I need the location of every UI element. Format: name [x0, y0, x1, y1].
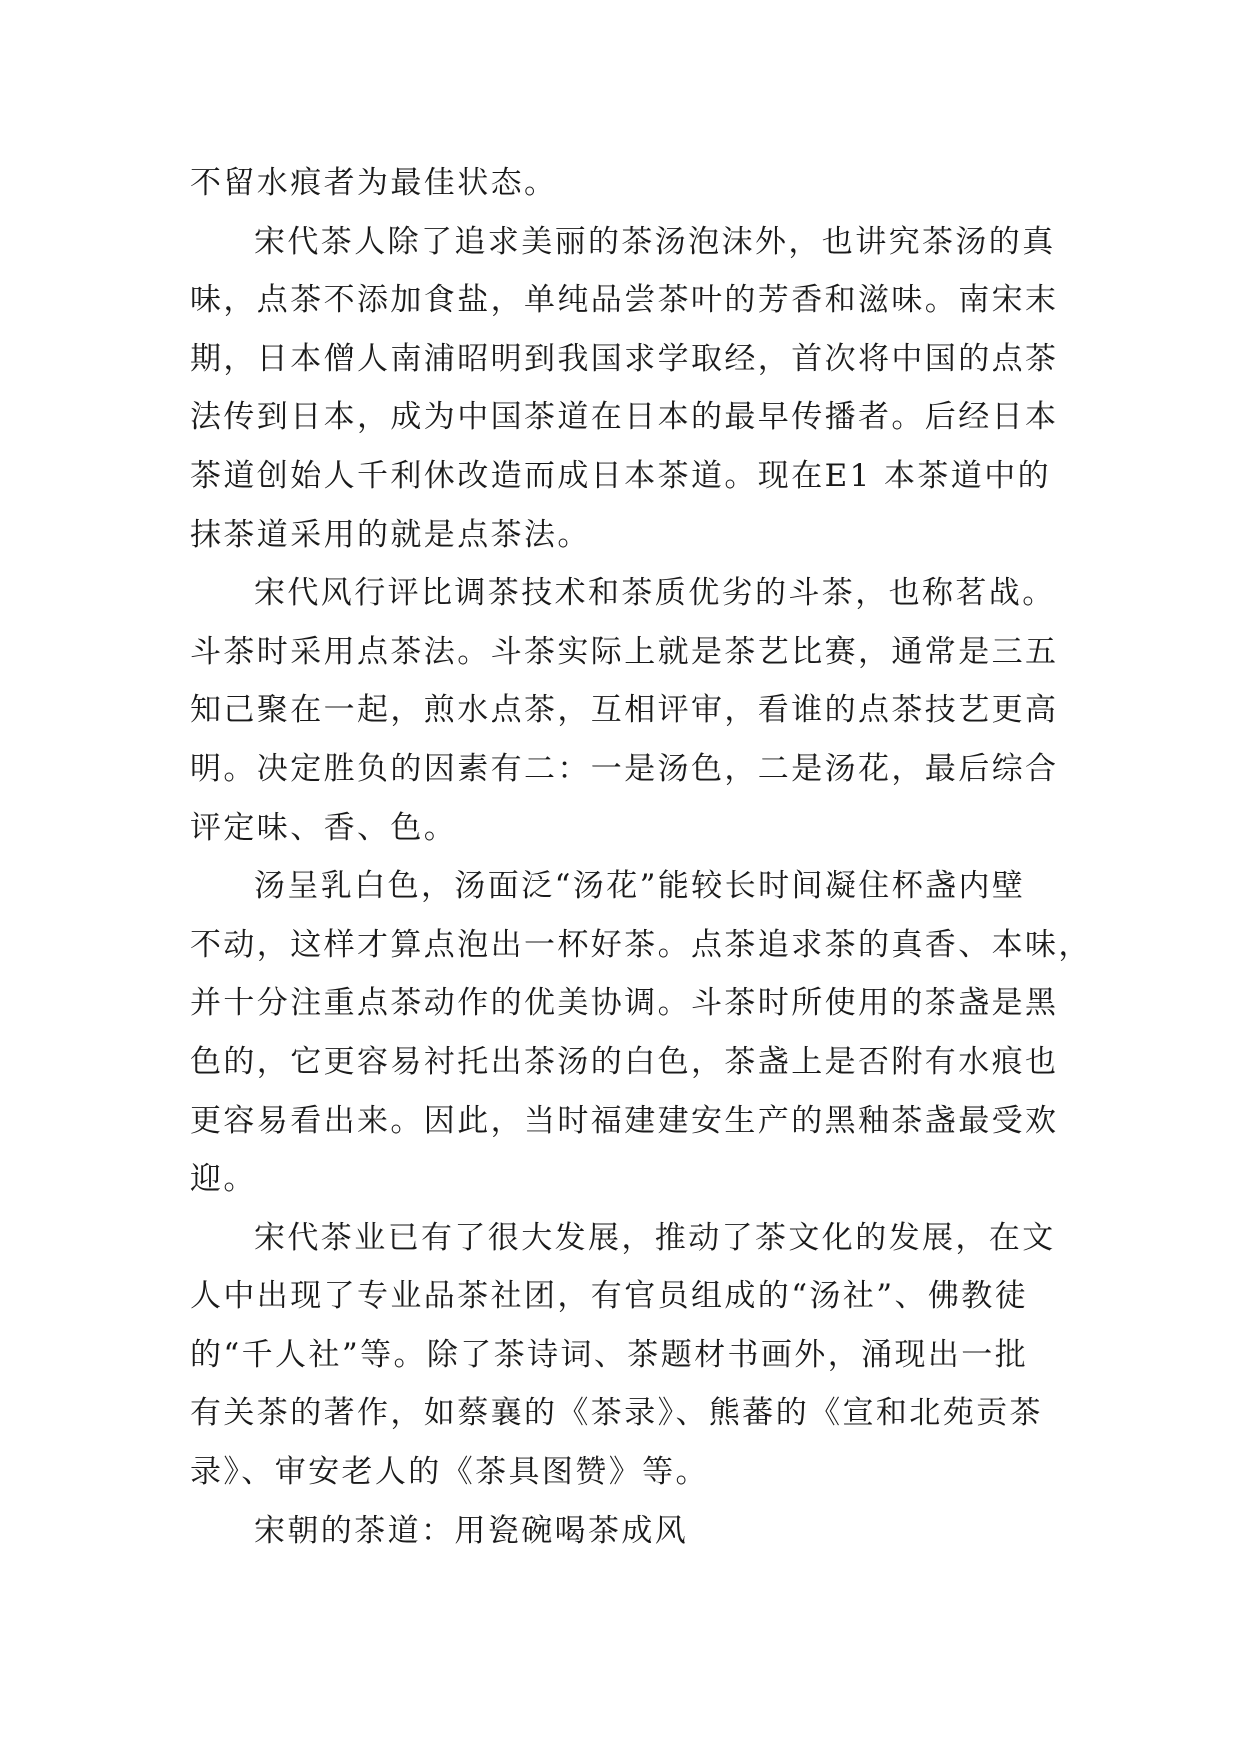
text-line: 宋代茶业已有了很大发展，推动了茶文化的发展，在文 [254, 1219, 1056, 1256]
text-line: 知己聚在一起，煎水点茶，互相评审，看谁的点茶技艺更高 [190, 692, 1059, 729]
text-line: 的“千人社”等。除了茶诗词、茶题材书画外，涌现出一批 [190, 1336, 1029, 1373]
text-line: 宋代风行评比调茶技术和茶质优劣的斗茶，也称茗战。 [254, 575, 1056, 612]
text-line: 迎。 [190, 1161, 257, 1198]
text-line: 人中出现了专业品茶社团，有官员组成的“汤社”、佛教徒 [190, 1278, 1029, 1315]
text-line: 法传到日本，成为中国茶道在日本的最早传播者。后经日本 [190, 399, 1059, 436]
text-line: 斗茶时采用点茶法。斗茶实际上就是茶艺比赛，通常是三五 [190, 633, 1059, 670]
text-line: 味，点茶不添加食盐，单纯品尝茶叶的芳香和滋味。南宋末 [190, 282, 1059, 319]
text-line: 期，日本僧人南浦昭明到我国求学取经，首次将中国的点茶 [190, 340, 1059, 377]
text-line: 明。决定胜负的因素有二：一是汤色，二是汤花，最后综合 [190, 750, 1059, 787]
text-line: 宋朝的茶道：用瓷碗喝茶成风 [254, 1512, 689, 1549]
text-line: 汤呈乳白色，汤面泛“汤花”能较长时间凝住杯盏内壁 [254, 868, 1026, 905]
text-line: 不动，这样才算点泡出一杯好茶。点茶追求茶的真香、本味， [190, 926, 1092, 963]
text-line: 更容易看出来。因此，当时福建建安生产的黑釉茶盏最受欢 [190, 1102, 1059, 1139]
text-line: 抹茶道采用的就是点茶法。 [190, 516, 591, 553]
text-line: 并十分注重点茶动作的优美协调。斗茶时所使用的茶盏是黑 [190, 985, 1059, 1022]
text-line: 有关茶的著作，如蔡襄的《茶录》、熊蕃的《宣和北苑贡茶 [190, 1395, 1043, 1432]
text-line: 录》、审安老人的《茶具图赞》等。 [190, 1454, 709, 1491]
text-line: 茶道创始人千利休改造而成日本茶道。现在E1 本茶道中的 [190, 457, 1052, 494]
body-text [190, 154, 1092, 1560]
text-line: 评定味、香、色。 [190, 809, 458, 846]
text-line: 宋代茶人除了追求美丽的茶汤泡沫外，也讲究茶汤的真 [254, 223, 1056, 260]
text-line: 色的，它更容易衬托出茶汤的白色，茶盏上是否附有水痕也 [190, 1043, 1059, 1080]
text-line: 不留水痕者为最佳状态。 [190, 165, 558, 201]
